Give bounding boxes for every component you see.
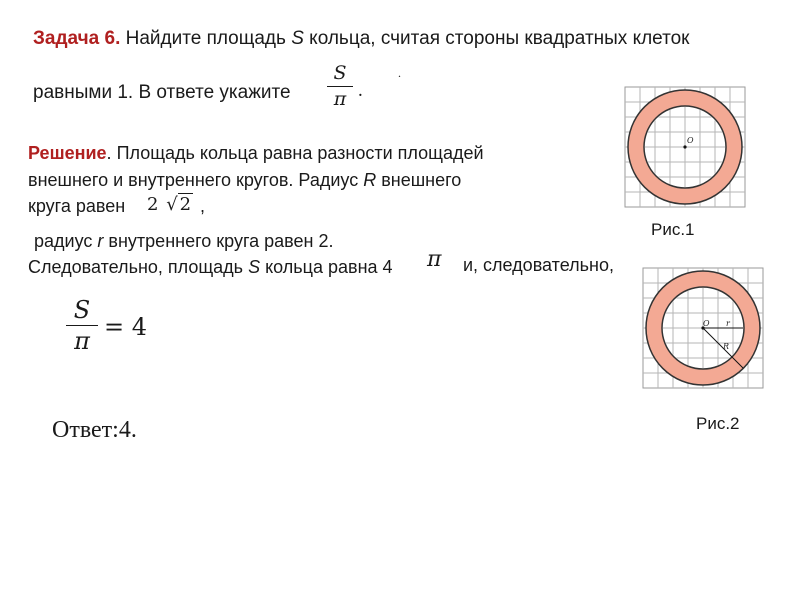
result-equals: = 4 [104,313,148,341]
solution-text-3a: круга равен [28,196,126,216]
solution-text-4a: радиус [34,231,93,251]
solution-line-2 [28,170,461,191]
fig2-r-label: r [726,319,730,328]
solution-label: Решение [28,143,107,163]
solution-text-4b: внутреннего круга равен 2. [108,231,334,251]
var-S: S [248,257,261,277]
solution-line-1 [28,143,484,164]
task-line-2: равными 1. В ответе укажите [33,82,291,103]
fig2-caption: Рис.2 [696,414,740,433]
sqrt-symbol: √ 2 [166,194,192,215]
result-fraction-num: S [73,296,91,324]
fig2-center-label: O [703,319,710,328]
solution-line-3 [28,196,125,217]
result-fraction-den: π [74,327,90,355]
task-label: Задача 6. [33,28,121,49]
figure-2 [642,267,764,389]
task-line-1 [33,28,690,50]
var-s: S [291,28,304,49]
var-r: r [97,231,104,251]
task-fraction [327,64,353,109]
task-text-1-tail: кольца, считая стороны квадратных клеток [309,28,690,49]
result-fraction-bar [66,325,98,326]
task-small-dot: . [398,66,401,80]
result-fraction [66,298,98,353]
solution-text-5b: кольца равна 4 [265,257,393,277]
task-fraction-num: S [333,62,347,84]
solution-text-5a: Следовательно, площадь [28,257,244,277]
solution-text-2b: внешнего [381,170,462,190]
fig1-center-label: O [687,136,694,145]
task-fraction-den: π [333,88,347,110]
answer-text: Ответ:4. [52,417,137,443]
solution-text-5c: и, следовательно, [463,255,614,275]
task-fraction-bar [327,86,353,87]
fig1-caption: Рис.1 [651,220,695,239]
pi-symbol: π [427,247,442,272]
radius-outer-coef: 2 [147,194,159,215]
fig1-center-dot [683,145,686,148]
radius-outer-root: 2 [179,194,192,215]
solution-text-2a: внешнего и внутреннего кругов. Радиус [28,170,359,190]
solution-comma: , [200,196,206,216]
solution-line-4 [34,231,333,252]
task-period: . [358,80,363,101]
fig2-R-label: R [723,342,730,351]
radius-outer-expr [147,194,193,215]
var-R: R [363,170,377,190]
solution-text-1: Площадь кольца равна разности площадей [116,143,484,163]
task-text-1: Найдите площадь [125,28,286,49]
solution-label-dot: . [106,143,112,163]
figure-1 [624,86,746,208]
solution-line-5 [28,257,393,278]
